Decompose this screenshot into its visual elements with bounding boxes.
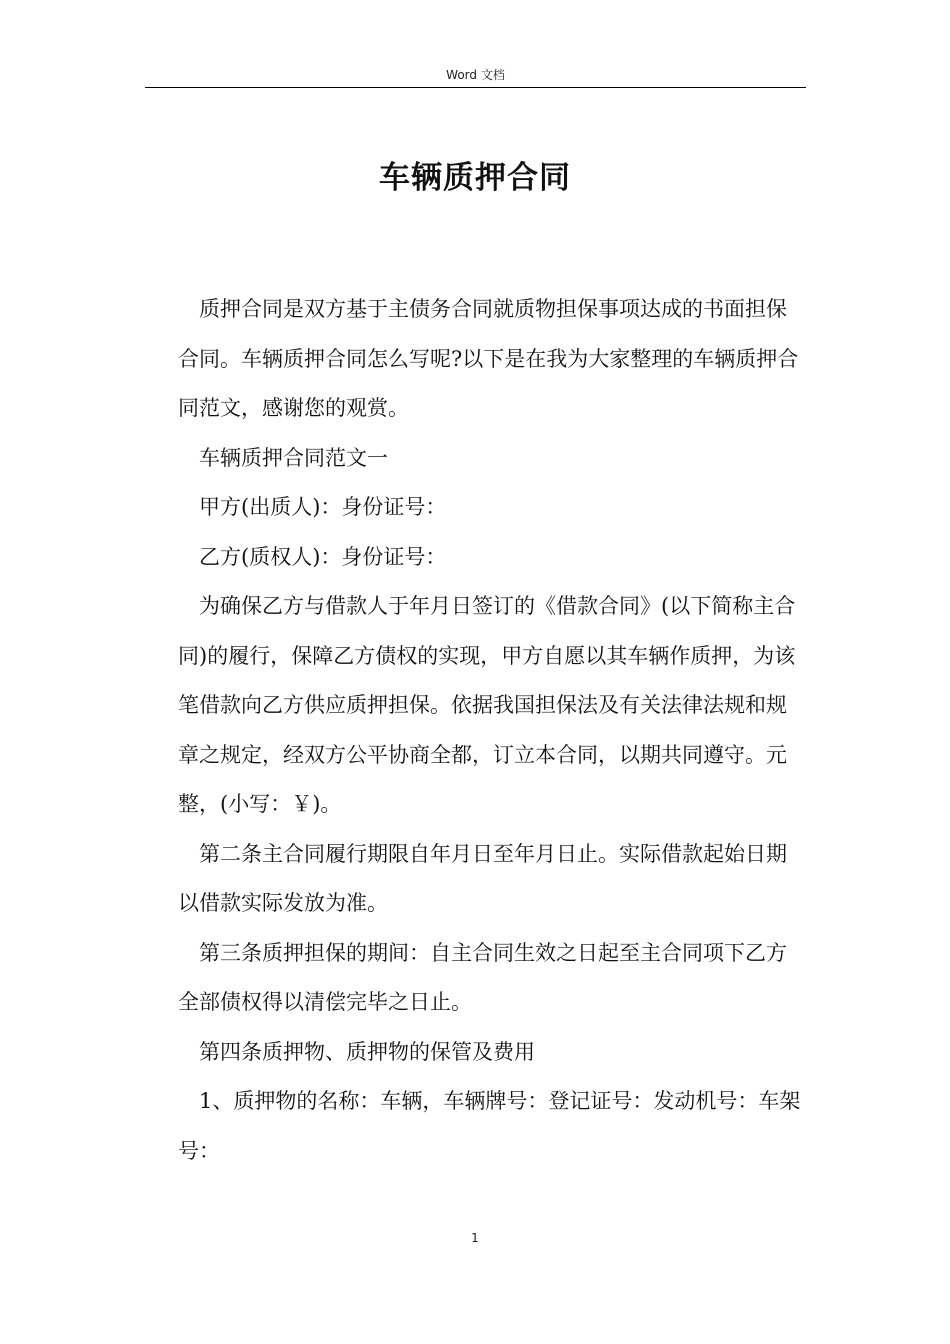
paragraph-party-b: 乙方(质权人)：身份证号： (199, 544, 447, 569)
header-rule (145, 87, 806, 88)
page-number: 1 (471, 1231, 479, 1245)
paragraph-sample-heading: 车辆质押合同范文一 (199, 445, 388, 470)
document-title: 车辆质押合同 (379, 160, 571, 196)
paragraph-purpose: 为确保乙方与借款人于年月日签订的《借款合同》(以下简称主合同)的履行，保障乙方债权的实现，甲方自愿以其车辆作质押，为该笔借款向乙方供应质押担保。依据我国担保法及有关法律法规和规章之规定，经双方公平协商全都，订立本合同，以期共同遵守。元整，(小写：￥)。 (178, 594, 796, 816)
paragraph-article-4: 第四条质押物、质押物的保管及费用 (199, 1039, 535, 1064)
paragraph-intro: 质押合同是双方基于主债务合同就质物担保事项达成的书面担保合同。车辆质押合同怎么写呢?以下是在我为大家整理的车辆质押合同范文，感谢您的观赏。 (178, 297, 799, 420)
paragraph-party-a: 甲方(出质人)：身份证号： (199, 495, 447, 519)
paragraph-article-3: 第三条质押担保的期间：自主合同生效之日起至主合同项下乙方全部债权得以清偿完毕之日止。 (178, 940, 787, 1014)
paragraph-item-1: 1、质押物的名称：车辆，车辆牌号：登记证号：发动机号：车架号： (178, 1089, 801, 1163)
page-header: Word 文档 (446, 68, 505, 82)
document-body (178, 285, 804, 1176)
paragraph-article-2: 第二条主合同履行期限自年月日至年月日止。实际借款起始日期以借款实际发放为准。 (178, 841, 787, 915)
